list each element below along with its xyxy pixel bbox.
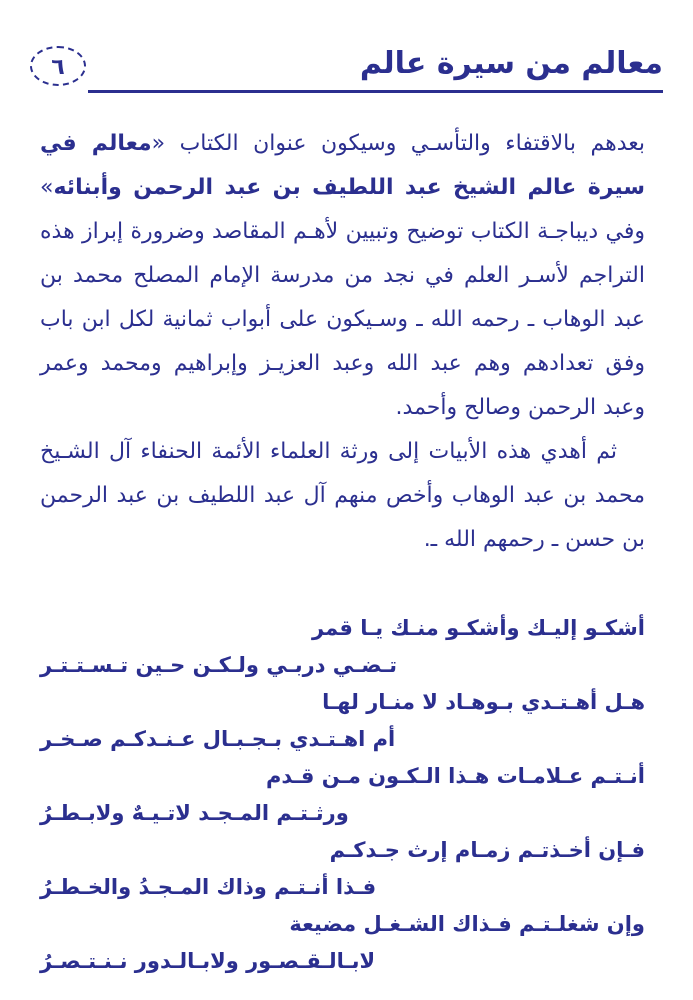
body-text (40, 122, 645, 562)
running-title: معالم من سيرة عالم (359, 46, 663, 81)
poem (40, 610, 645, 980)
verse-line: ورثـتـم المـجـد لاتـيـهٌ ولابـطـرُ (40, 801, 349, 825)
verse-line: تـضـي دربـي ولـكـن حـين تـسـتـتـر (40, 653, 397, 677)
verse-line: أنـتـم عـلامـات هـذا الـكـون مـن قـدم (265, 764, 645, 788)
verse-line: لابـالـقـصـور ولابـالـدور نـنـتـصـرُ (40, 949, 376, 973)
page-number: ٦ (30, 46, 86, 86)
verse-line: فـذا أنـتـم وذاك المـجـدُ والخـطـرُ (40, 875, 377, 899)
verse-line: هـل أهـتـدي بـوهـاد لا منـار لهـا (322, 690, 645, 714)
verse-line: فـإن أخـذتـم زمـام إرث جـدكـم (329, 838, 645, 862)
verse-line: وإن شغلـتـم فـذاك الشـغـل مضيعة (289, 912, 645, 936)
book-title-quote: معالم في سيرة عالم الشيخ عبد اللطيف بن عبد الرحمن وأبنائه (40, 131, 645, 200)
page-header (30, 40, 663, 100)
paragraph-1-start: بعدهم بالاقتفاء والتأسـي وسيكون عنوان الكتاب « (151, 131, 645, 156)
verse-line: أشكـو إليـك وأشكـو منـك يـا قمر (312, 616, 645, 640)
paragraph-1 (40, 122, 645, 430)
header-rule (88, 90, 663, 93)
paragraph-2: ثم أهدي هذه الأبيات إلى ورثة العلماء الأئمة الحنفاء آل الشـيخ محمد بن عبد الوهاب وأخص منهم آل عبد اللطيف بن عبد الرحمن بن حسن ـ رحمهم الله ـ. (40, 439, 645, 552)
verse-line: أم اهـتـدي بـجـبـال عـنـدكـم صـخـر (40, 727, 396, 751)
paragraph-1-rest: » وفي ديباجـة الكتاب توضيح وتبيين لأهـم المقاصد وضرورة إبراز هذه التراجم لأسـر العلم في نجد من مدرسة الإمام المصلح محمد بن عبد الوهاب ـ رحمه الله ـ وسـيكون على أبواب ثمانية لكل ابن باب وفق تعدادهم وهم عبد الله وعبد العزيـز وإبراهيم ومحمد وعمر وعبد الرحمن وصالح وأحمد. (40, 175, 645, 420)
